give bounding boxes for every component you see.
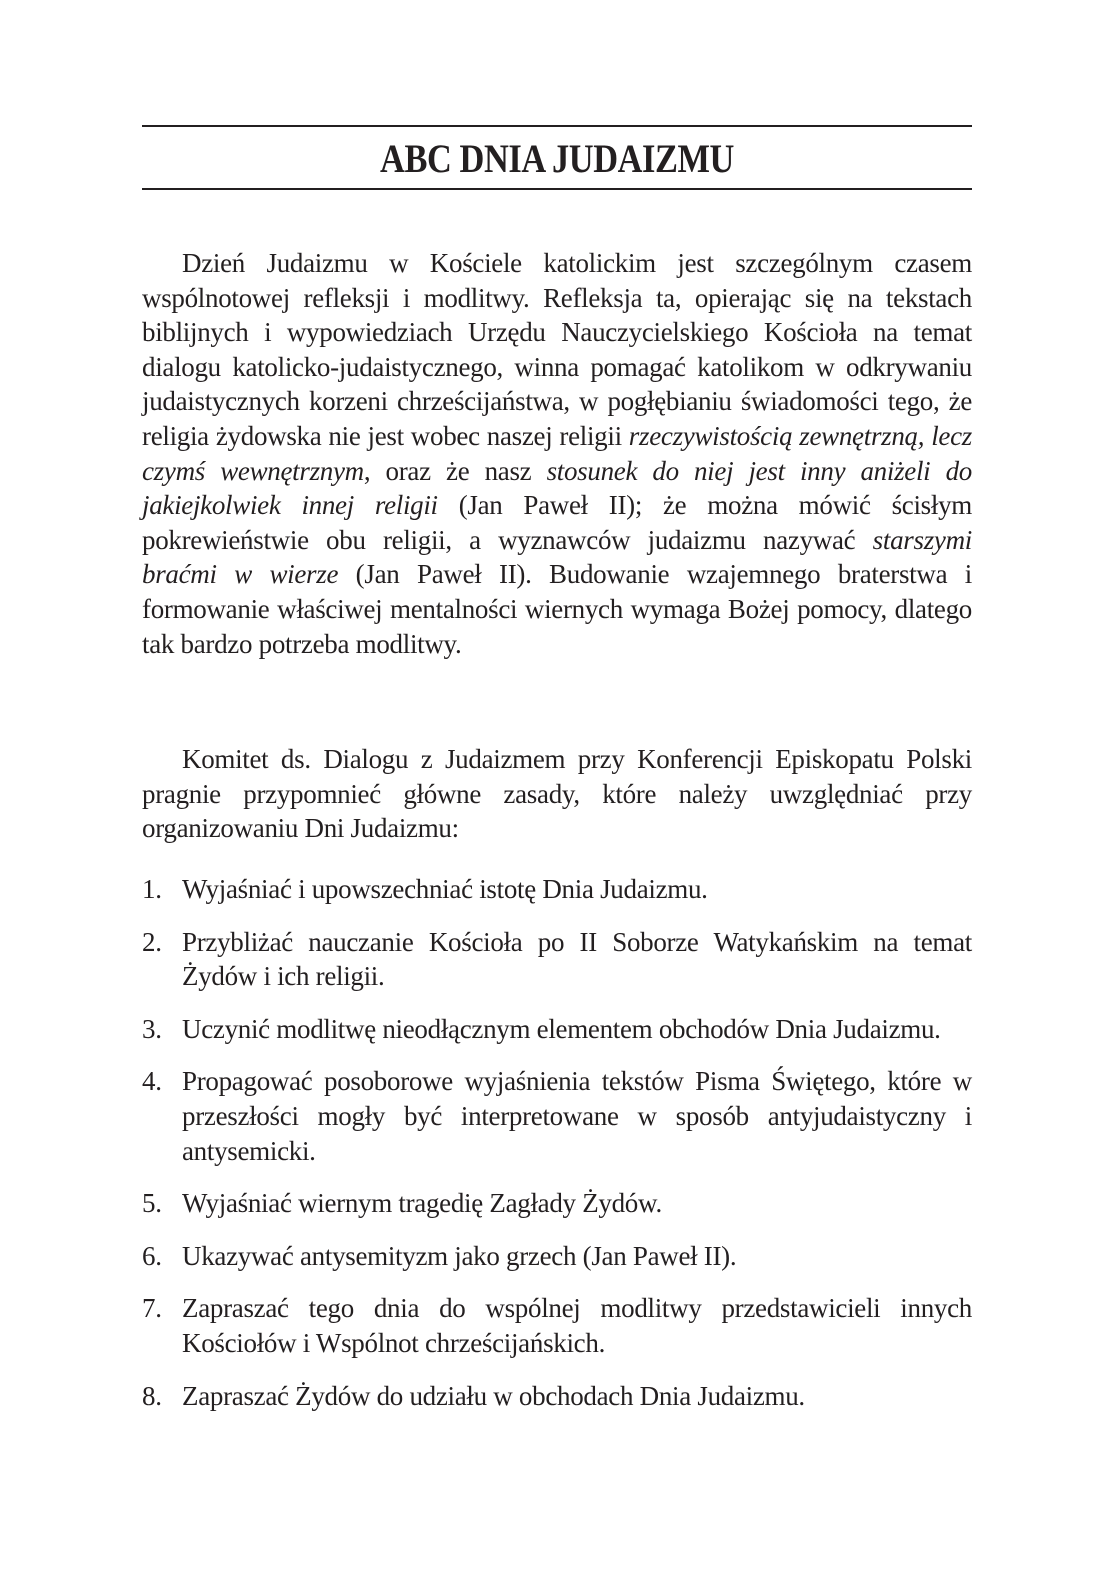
intro-italic-1: rzeczywistością zewnętrzną, lecz czymś wewnętrznym [142, 420, 972, 486]
list-item-text: Zapraszać Żydów do udziału w obchodach Dnia Judaizmu. [182, 1380, 805, 1411]
list-item-text: Wyjaśniać i upowszechniać istotę Dnia Judaizmu. [182, 874, 708, 904]
list-item [142, 1064, 972, 1168]
list-item-text: Propagować posoborowe wyjaśnienia tekstów Pisma Świętego, które w przeszłości mogły być interpretowane w sposób antyjudaistyczny i antysemicki. [182, 1066, 972, 1166]
list-item-number: 3. [142, 1013, 162, 1044]
intro-text-4: (Jan Paweł II). Budowanie wzajemnego braterstwa i formowanie właściwej mentalności wiernych wymaga Bożej pomocy, dlatego tak bardzo potrzeba modlitwy. [142, 559, 972, 659]
list-item [142, 1379, 972, 1414]
list-item-number: 5. [142, 1188, 162, 1219]
committee-text: Komitet ds. Dialogu z Judaizmem przy Konferencji Episkopatu Polski pragnie przypomnieć główne zasady, które należy uwzględniać przy organizowaniu Dni Judaizmu: [142, 744, 972, 844]
intro-paragraph [142, 246, 972, 661]
list-item-number: 6. [142, 1240, 162, 1271]
list-item [142, 872, 972, 907]
title-rule-top [142, 125, 972, 127]
intro-italic-2: stosunek do niej jest inny aniżeli do jakiejkolwiek innej religii [142, 455, 972, 521]
list-item-text: Ukazywać antysemityzm jako grzech (Jan Paweł II). [182, 1240, 737, 1271]
page-title: ABC DNIA JUDAIZMU [380, 136, 734, 181]
intro-text-2: , oraz że nasz [363, 455, 547, 486]
title-rule-bottom [142, 188, 972, 190]
list-item [142, 1012, 972, 1047]
list-item-number: 4. [142, 1066, 162, 1097]
list-item [142, 925, 972, 994]
list-item-text: Uczynić modlitwę nieodłącznym elementem obchodów Dnia Judaizmu. [182, 1013, 941, 1044]
list-item [142, 1186, 972, 1221]
principles-list [142, 872, 972, 1431]
list-item-number: 8. [142, 1380, 162, 1411]
list-item [142, 1291, 972, 1360]
intro-text-3: (Jan Paweł II); że można mówić ścisłym pokrewieństwie obu religii, a wyznawców judaizmu nazywać [142, 490, 972, 555]
list-item-number: 7. [142, 1293, 162, 1324]
list-item-text: Wyjaśniać wiernym tragedię Zagłady Żydów. [182, 1188, 662, 1219]
list-item [142, 1239, 972, 1274]
list-item-text: Przybliżać nauczanie Kościoła po II Soborze Watykańskim na temat Żydów i ich religii. [182, 926, 972, 992]
intro-text-1: Dzień Judaizmu w Kościele katolickim jest szczególnym czasem wspólnotowej refleksji i modlitwy. Refleksja ta, opierając się na tekstach biblijnych i wypowiedziach Urzędu Nauczycielskiego Kościoła na temat dialogu katolicko-judaistycznego, winna pomagać katolikom w odkrywaniu judaistycznych korzeni chrześcijaństwa, w pogłębianiu świadomości tego, że religia żydowska nie jest wobec naszej religii [142, 248, 972, 451]
list-item-number: 1. [142, 874, 162, 904]
committee-paragraph [142, 742, 972, 846]
intro-italic-3: starszymi braćmi w wierze [142, 524, 972, 590]
list-item-text: Zapraszać tego dnia do wspólnej modlitwy przedstawicieli innych Kościołów i Wspólnot chrześcijańskich. [182, 1293, 972, 1358]
list-item-number: 2. [142, 926, 162, 957]
